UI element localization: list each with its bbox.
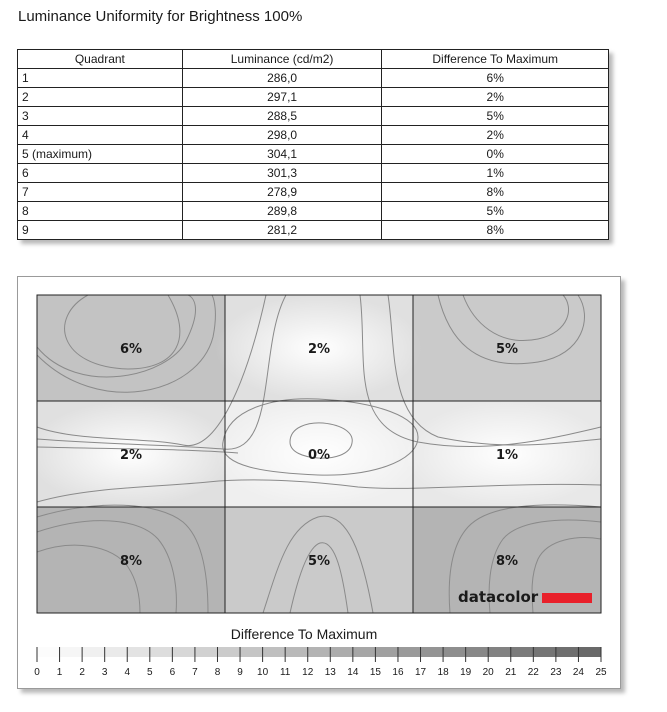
scale-tick-label: 12 [302,667,314,678]
scale-tick-label: 15 [369,667,381,678]
scale-title: Difference To Maximum [230,626,378,642]
table-header-row [18,50,609,69]
difference-cell: 8% [382,183,609,202]
luminance-cell: 288,5 [182,107,382,126]
difference-cell: 6% [382,69,609,88]
cell-label: 5% [307,554,331,569]
scale-tick-label: 21 [505,667,517,678]
table-row [18,221,609,240]
scale-segment [443,647,466,657]
scale-segment [308,647,331,657]
scale-segment [127,647,150,657]
scale-segment [578,647,601,657]
difference-cell: 2% [382,88,609,107]
scale-segment [37,647,60,657]
difference-cell: 2% [382,126,609,145]
color-scale [34,647,607,678]
scale-tick-label: 16 [392,667,404,678]
table-row [18,69,609,88]
quadrant-cell: 4 [18,126,183,145]
difference-cell: 5% [382,202,609,221]
scale-segment [150,647,173,657]
table-row [18,183,609,202]
cell-label: 5% [495,342,519,357]
scale-tick-label: 9 [237,667,243,678]
scale-tick-label: 8 [214,667,221,678]
cell-label: 2% [119,448,143,463]
cell-label: 0% [307,448,331,463]
luminance-cell: 304,1 [182,145,382,164]
scale-segment [60,647,83,657]
scale-tick-label: 20 [482,667,494,678]
column-header-difference: Difference To Maximum [382,50,609,69]
scale-tick-label: 0 [34,667,40,678]
scale-tick-label: 11 [279,667,291,678]
cell-label: 8% [495,554,519,569]
scale-segment [172,647,195,657]
scale-segment [556,647,579,657]
difference-cell: 0% [382,145,609,164]
cell-label: 8% [119,554,143,569]
table-row [18,88,609,107]
scale-tick-label: 4 [124,667,131,678]
scale-tick-label: 7 [192,667,198,678]
luminance-cell: 281,2 [182,221,382,240]
scale-segment [285,647,308,657]
quadrant-cell: 3 [18,107,183,126]
luminance-cell: 289,8 [182,202,382,221]
quadrant-cell: 6 [18,164,183,183]
page-title: Luminance Uniformity for Brightness 100% [18,8,303,25]
uniformity-chart-panel [17,276,621,689]
scale-tick-label: 2 [79,667,85,678]
luminance-cell: 286,0 [182,69,382,88]
scale-segment [488,647,511,657]
scale-tick-label: 19 [460,667,472,678]
quadrant-cell: 5 (maximum) [18,145,183,164]
column-header-quadrant: Quadrant [18,50,183,69]
cell-label: 2% [307,342,331,357]
scale-segment [263,647,286,657]
scale-tick-label: 5 [147,667,153,678]
scale-tick-label: 3 [101,667,108,678]
table-row [18,202,609,221]
scale-tick-label: 22 [527,667,539,678]
column-header-luminance: Luminance (cd/m2) [182,50,382,69]
scale-tick-label: 6 [169,667,176,678]
logo-bar [542,593,592,603]
quadrant-cell: 9 [18,221,183,240]
scale-segment [375,647,398,657]
luminance-table-container [17,49,609,240]
scale-segment [511,647,534,657]
table-row [18,107,609,126]
luminance-cell: 278,9 [182,183,382,202]
quadrant-cell: 2 [18,88,183,107]
scale-tick-label: 17 [414,667,427,678]
scale-tick-label: 24 [572,667,585,678]
scale-tick-label: 18 [437,667,449,678]
table-row [18,145,609,164]
scale-segment [533,647,556,657]
table-row [18,126,609,145]
luminance-table [17,49,609,240]
quadrant-cell: 1 [18,69,183,88]
difference-cell: 5% [382,107,609,126]
difference-cell: 1% [382,164,609,183]
scale-segment [353,647,376,657]
luminance-cell: 298,0 [182,126,382,145]
uniformity-heatmap [18,277,620,688]
scale-tick-label: 25 [595,667,607,678]
logo-text: datacolor [458,588,539,606]
scale-tick-label: 1 [56,667,63,678]
scale-segment [466,647,489,657]
luminance-cell: 301,3 [182,164,382,183]
scale-segment [195,647,218,657]
scale-segment [82,647,105,657]
difference-cell: 8% [382,221,609,240]
scale-tick-label: 23 [550,667,562,678]
scale-tick-label: 10 [257,667,269,678]
quadrant-cell: 8 [18,202,183,221]
table-row [18,164,609,183]
scale-segment [217,647,240,657]
scale-tick-label: 13 [324,667,336,678]
quadrant-cell: 7 [18,183,183,202]
scale-segment [421,647,444,657]
luminance-cell: 297,1 [182,88,382,107]
scale-tick-label: 14 [347,667,359,678]
scale-segment [398,647,421,657]
scale-segment [330,647,353,657]
scale-segment [105,647,128,657]
cell-label: 6% [119,342,143,357]
cell-label: 1% [495,448,519,463]
scale-segment [240,647,263,657]
